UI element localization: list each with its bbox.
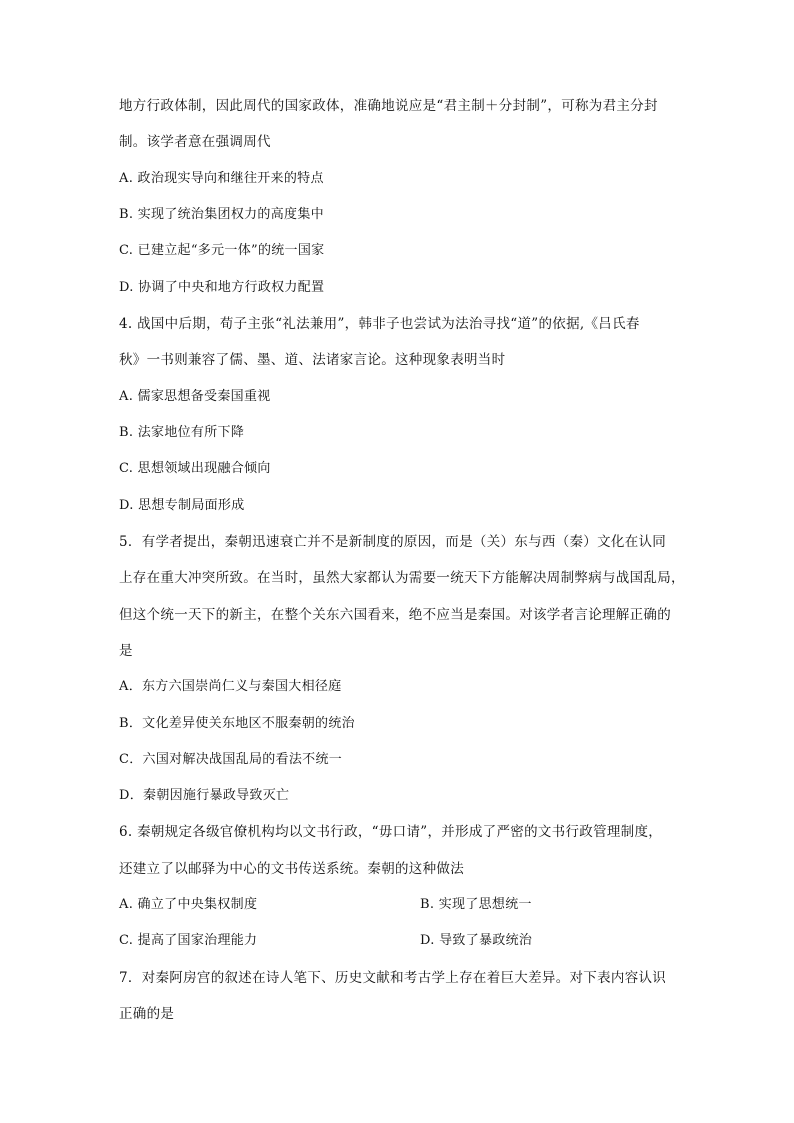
q6-option-b: B. 实现了思想统一 — [420, 897, 532, 912]
q3-stem-line-1: 地方行政体制，因此周代的国家政体，准确地说应是“君主制＋分封制”，可称为君主分封 — [119, 98, 658, 114]
q3-stem-line-2: 制。该学者意在强调周代 — [119, 134, 271, 150]
q6-option-d: D. 导致了暴政统治 — [420, 933, 533, 948]
q6-stem-line-2: 还建立了以邮驿为中心的文书传送系统。秦朝的这种做法 — [119, 861, 464, 877]
q4-option-a: A. 儒家思想备受秦国重视 — [119, 389, 271, 404]
q5-option-a: A．东方六国崇尚仁义与秦国大相径庭 — [119, 679, 342, 694]
q4-option-c: C. 思想领域出现融合倾向 — [119, 461, 271, 476]
q4-option-d: D. 思想专制局面形成 — [119, 498, 245, 513]
q6-option-c: C. 提高了国家治理能力 — [119, 933, 258, 948]
q5-option-c: C．六国对解决战国乱局的看法不统一 — [119, 752, 343, 767]
q4-option-b: B. 法家地位有所下降 — [119, 425, 245, 440]
q6-option-row-1 — [119, 896, 532, 914]
q3-option-b: B. 实现了统治集团权力的高度集中 — [119, 207, 324, 222]
q6-stem-line-1: 6. 秦朝规定各级官僚机构均以文书行政，“毋口请”，并形成了严密的文书行政管理制度， — [119, 824, 663, 840]
q3-option-a: A. 政治现实导向和继往开来的特点 — [119, 171, 324, 186]
q4-stem-line-1: 4. 战国中后期，荀子主张“礼法兼用”，韩非子也尝试为法治寻找“道”的依据,《吕氏春 — [119, 316, 640, 332]
q3-option-d: D. 协调了中央和地方行政权力配置 — [119, 280, 325, 295]
q5-option-d: D．秦朝因施行暴政导致灭亡 — [119, 788, 290, 803]
q7-stem-line-1: 7．对秦阿房宫的叙述在诗人笔下、历史文献和考古学上存在着巨大差异。对下表内容认识 — [119, 970, 667, 986]
q5-stem-line-4: 是 — [119, 643, 133, 659]
q5-stem-line-1: 5．有学者提出，秦朝迅速衰亡并不是新制度的原因，而是（关）东与西（秦）文化在认同 — [119, 534, 667, 550]
q4-stem-line-2: 秋》一书则兼容了儒、墨、道、法诸家言论。这种现象表明当时 — [119, 352, 506, 368]
q3-option-c: C. 已建立起“多元一体”的统一国家 — [119, 243, 325, 258]
q6-option-row-2 — [119, 932, 533, 950]
q5-stem-line-2: 上存在重大冲突所致。在当时，虽然大家都认为需要一统天下方能解决周制弊病与战国乱局， — [119, 570, 685, 586]
q5-stem-line-3: 但这个统一天下的新主，在整个关东六国看来，绝不应当是秦国。对该学者言论理解正确的 — [119, 607, 671, 623]
q5-option-b: B．文化差异使关东地区不服秦朝的统治 — [119, 716, 355, 731]
q6-option-a: A. 确立了中央集权制度 — [119, 897, 258, 912]
q7-stem-line-2: 正确的是 — [119, 1006, 175, 1022]
